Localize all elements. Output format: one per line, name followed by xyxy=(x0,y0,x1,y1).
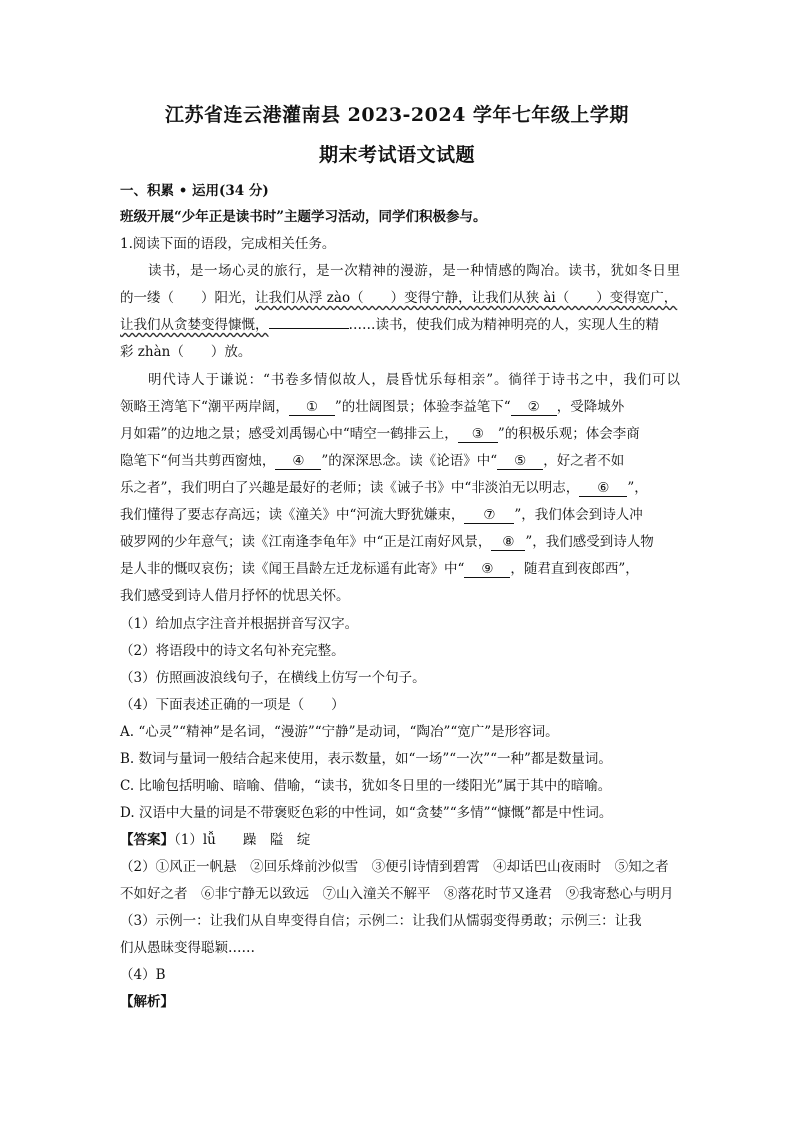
imitation-blank[interactable] xyxy=(269,328,349,329)
blank-5[interactable]: ⑤ xyxy=(497,454,543,470)
passage-1-line-3: 让我们从贪婪变得慷慨， ……读书，使我们成为精神明亮的人，实现人生的精 xyxy=(120,317,659,333)
option-d: D. 汉语中大量的词是不带褒贬色彩的中性词，如“贪婪”“多情”“慷慨”都是中性词。 xyxy=(120,805,613,821)
wavy-sentence: 让我们从浮 zào（ ）变得宁静，让我们从狭 ài（ ）变得宽广， xyxy=(255,290,678,306)
wavy-sentence-end: 让我们从贪婪变得慷慨， xyxy=(120,317,269,333)
passage-2-line-5: 乐之者”，我们明白了兴趣是最好的老师；读《诫子书》中“非淡泊无以明志， ⑥ ”， xyxy=(120,480,648,496)
passage-2-line-9: 我们感受到诗人借月抒怀的忧思关怀。 xyxy=(120,588,350,604)
exam-title-line2: 期末考试语文试题 xyxy=(318,144,475,166)
answer-3-line-2: 们从愚昧变得聪颖…… xyxy=(120,940,255,956)
answer-label: 【答案】 xyxy=(120,832,174,848)
blank-1[interactable]: ① xyxy=(289,400,335,416)
sub-question-3: （3）仿照画波浪线句子，在横线上仿写一个句子。 xyxy=(120,670,426,686)
option-a: A. “心灵”“精神”是名词，“漫游”“宁静”是动词，“陶冶”“宽广”是形容词。 xyxy=(120,724,559,740)
sub-question-2: （2）将语段中的诗文名句补充完整。 xyxy=(120,643,345,659)
activity-intro: 班级开展“少年正是读书时”主题学习活动，同学们积极参与。 xyxy=(120,209,487,225)
answer-2-line-1: （2）①风正一帆悬 ②回乐烽前沙似雪 ③便引诗情到碧霄 ④却话巴山夜雨时 ⑤知之者 xyxy=(120,859,669,875)
exam-title-line1: 江苏省连云港灌南县 2023-2024 学年七年级上学期 xyxy=(165,104,629,126)
passage-1-line-2: 的一缕（ ）阳光，让我们从浮 zào（ ）变得宁静，让我们从狭 ài（ ）变得宽广， xyxy=(120,290,678,306)
passage-2-line-7: 破罗网的少年意气；读《江南逢李龟年》中“正是江南好风景， ⑧ ”，我们感受到诗人物 xyxy=(120,534,654,550)
question-1-stem: 1.阅读下面的语段，完成相关任务。 xyxy=(120,236,336,252)
sub-question-4: （4）下面表述正确的一项是（ ） xyxy=(120,697,345,713)
answer-3-line-1: （3）示例一：让我们从自卑变得自信；示例二：让我们从懦弱变得勇敢；示例三：让我 xyxy=(120,913,642,929)
option-b: B. 数词与量词一般结合起来使用，表示数量，如“一场”“一次”“一种”都是数量词。 xyxy=(120,751,612,767)
answer-line-1: 【答案】（1）lǚ 躁 隘 绽 xyxy=(120,832,311,848)
blank-8[interactable]: ⑧ xyxy=(491,535,525,551)
passage-1-line-4: 彩 zhàn（ ）放。 xyxy=(120,344,252,360)
passage-2-line-8: 是人非的慨叹哀伤；读《闻王昌龄左迁龙标遥有此寄》中“ ⑨ ，随君直到夜郎西”， xyxy=(120,561,639,577)
blank-6[interactable]: ⑥ xyxy=(579,481,627,497)
passage-2-line-3: 月如霜”的边地之景；感受刘禹锡心中“晴空一鹤排云上， ③ ”的积极乐观；体会李商 xyxy=(120,426,640,442)
blank-2[interactable]: ② xyxy=(511,400,557,416)
passage-2-line-6: 我们懂得了要志存高远；读《潼关》中“河流大野犹嫌束， ⑦ ”，我们体会到诗人冲 xyxy=(120,507,643,523)
passage-2-line-2: 领略王湾笔下“潮平两岸阔， ① ”的壮阔图景；体验李益笔下“ ② ，受降城外 xyxy=(120,399,625,415)
answer-4: （4）B xyxy=(120,967,166,983)
sub-question-1: （1）给加点字注音并根据拼音写汉字。 xyxy=(120,616,359,632)
passage-1-line-1: 读书，是一场心灵的旅行，是一次精神的漫游，是一种情感的陶冶。读书，犹如冬日里 xyxy=(148,263,680,279)
passage-2-line-4: 隐笔下“何当共剪西窗烛， ④ ”的深深思念。读《论语》中“ ⑤ ，好之者不如 xyxy=(120,453,625,469)
section-heading: 一、积累 • 运用(34 分) xyxy=(120,183,269,199)
blank-3[interactable]: ③ xyxy=(458,427,498,443)
analysis-label: 【解析】 xyxy=(120,994,174,1010)
passage-2-line-1: 明代诗人于谦说：“书卷多情似故人，晨昏忧乐每相亲”。徜徉于诗书之中，我们可以 xyxy=(148,372,680,388)
answer-2-line-2: 不如好之者 ⑥非宁静无以致远 ⑦山入潼关不解平 ⑧落花时节又逢君 ⑨我寄愁心与明月 xyxy=(120,886,674,902)
blank-9[interactable]: ⑨ xyxy=(464,562,510,578)
blank-7[interactable]: ⑦ xyxy=(464,508,514,524)
blank-4[interactable]: ④ xyxy=(275,454,321,470)
option-c: C. 比喻包括明喻、暗喻、借喻，“读书，犹如冬日里的一缕阳光”属于其中的暗喻。 xyxy=(120,778,612,794)
